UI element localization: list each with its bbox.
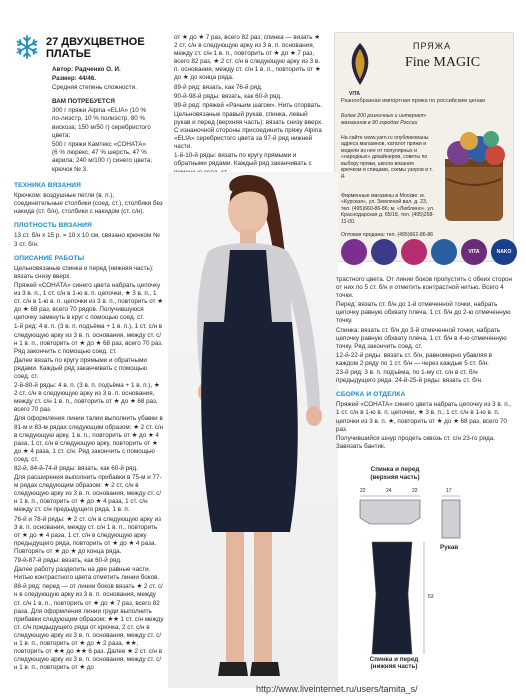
dim-label: 24 bbox=[386, 488, 392, 494]
ad-yarn-balls bbox=[341, 239, 517, 265]
schema-top-label-1: Спинка и перед bbox=[370, 466, 420, 473]
vita-logo-text: VITA bbox=[349, 91, 361, 97]
dim-label: 17 bbox=[446, 488, 452, 494]
model-photo bbox=[168, 172, 338, 688]
ad-brand-small: ПРЯЖА bbox=[413, 41, 452, 51]
density-heading: ПЛОТНОСТЬ ВЯЗАНИЯ bbox=[14, 222, 92, 230]
difficulty: Средняя степень сложности. bbox=[52, 84, 137, 92]
yarn-ball-nako bbox=[491, 239, 517, 265]
right-paragraph: трастного цвета. От линии боков пропустить с обеих сторон от них по 5 ст. б/н и отметить контрастной нитью. Всего 4 точки. bbox=[336, 276, 512, 300]
yarn-advertisement bbox=[334, 32, 514, 262]
author: Автор: Радченко О. И. bbox=[52, 66, 121, 73]
ad-text-3: Фирменные магазины в Москве: м. «Курская», ул. Земляной вал, д. 23, тел. (495)660-86-86; м. «Люблино», ул. Краснодарская д. 65/18, тел. (495)258-11-00. bbox=[341, 193, 435, 225]
desc-paragraph: 2-й-80-й ряды: 4 в. п. (3 в. п. подъёма + 1 в. п.), ★ 2 ст. с/н в следующую арку из 3 в. п. основания, между ст. с/н 1 в. п., повторить от ★ до ★ 68 раз, всего 70 раз. bbox=[14, 382, 160, 414]
dim-label: 53 bbox=[428, 594, 434, 600]
dim-label: 22 bbox=[412, 488, 418, 494]
size: Размер: 44/46. bbox=[52, 75, 97, 83]
dim-label: 22 bbox=[360, 488, 366, 494]
right-paragraph: 23-й ряд: 3 в. п. подъёма, по 1-му ст. с/н в ст. б/н предыдущего ряда. 24-й-25-й ряды: вязать ст. б/н. bbox=[336, 369, 483, 385]
schema-bottom-label bbox=[358, 656, 430, 670]
materials-line-1: 300 г пряжи Alpina «ELIA» (10 % по-лиэстр, 10 % полиэстр, 80 % вискоза; 150 м/50 г) серебристого цвета; bbox=[52, 107, 151, 139]
technique-text: Крючком: воздушные петли (в. п.), соединительные столбики (соед. ст.), столбики без накида (ст. б/н), столбики с накидом (ст. с/н). bbox=[14, 192, 163, 216]
right-paragraph: 12-й-22-й ряды: вязать ст. б/н, равномерно убавляя в каждом 2 ряду по 1 ст. б/н — через каждые 5 ст. б/н. bbox=[336, 351, 493, 367]
article-title bbox=[46, 36, 156, 60]
materials-line-2: 500 г пряжи Камтекс «СОНАТА» (6 % люрекс, 47 % шерсть, 47 % акрила; 240 м/100 г) синего цвета; bbox=[52, 140, 152, 164]
desc-paragraph: Цельновязаные спинка и перед (нижняя часть): вязать снизу вверх. bbox=[14, 264, 154, 280]
ad-text-4: Оптовая продажа: тел. (495)662-86-86 bbox=[341, 232, 434, 238]
mid-paragraph: 89-й ряд: вязать, как 76-й ряд. bbox=[174, 83, 263, 91]
density-text: 13 ст. б/н х 15 р. = 10 х 10 см, связано крючком № 3 ст. б/н. bbox=[14, 232, 160, 248]
assembly-text-2: Получившийся шнур продеть сквозь ст. с/н 23-го ряда. Завязать бантик. bbox=[336, 434, 496, 450]
snowflake-icon bbox=[14, 34, 40, 60]
schema-diagram bbox=[350, 484, 520, 674]
sleeve-label: Рукав bbox=[440, 544, 459, 551]
yarn-basket-image bbox=[439, 119, 509, 229]
desc-paragraph: 79-й-87-й ряды: вязать, как 60-й ряд. bbox=[14, 557, 122, 565]
vita-logo bbox=[343, 39, 377, 89]
schema-top-label bbox=[360, 466, 430, 482]
desc-paragraph: Пряжей «СОНАТА» синего цвета набрать цепочку из 3 в. п., 1 ст. с/н в 1-ю в. п. цепочки, ★ 3 в. п., 1 ст. с/н в 1-ю в. п. цепочки из 3 в. п., повторить от ★ до ★ 68 раз, всего 70 рядов. Получившуюся цепочку замкнуть в круг с помощью соед. ст. bbox=[14, 281, 163, 322]
description-heading: ОПИСАНИЕ РАБОТЫ bbox=[14, 254, 85, 262]
ad-subtitle: Разнообразная импортная пряжа по российским ценам bbox=[341, 98, 485, 104]
desc-paragraph: Далее работу разделить на две равные части. Нитью контрастного цвета отметить линии боков. bbox=[14, 566, 160, 582]
materials-line-3: крючок № 3. bbox=[52, 166, 88, 174]
assembly-text: Пряжей «СОНАТА» синего цвета набрать цепочку из 3 в. п., 1 ст. с/н в 1-ю в. п. цепочки, ★ 3 в. п., 1 ст. с/н в 1-ю в. п. цепочки из 3 в. п. ★, повторить от ★ до ★ 68 раз, всего 70 раз. bbox=[336, 401, 512, 433]
desc-paragraph: 82-й, 84-й-74-й ряды: вязать, как 60-й ряд. bbox=[14, 465, 138, 472]
yarn-ball-vita-label: VITA bbox=[468, 249, 480, 255]
yarn-ball-nako-label: NAKO bbox=[496, 249, 512, 255]
title-line-1: 27 ДВУХЦВЕТНОЕ bbox=[46, 36, 145, 48]
mid-paragraph: Цельновязаные правый рукав, спинка, левый рукав и перед (верхняя часть): вязать снизу вверх. С изнаночной стороны присоединить пряжу Alpina «ELIA» серебристого цвета за 97-й ряд нижней части. bbox=[174, 110, 323, 151]
yarn-ball-icon bbox=[341, 239, 367, 265]
title-line-2: ПЛАТЬЕ bbox=[46, 48, 91, 60]
technique-heading: ТЕХНИКА ВЯЗАНИЯ bbox=[14, 182, 81, 189]
mid-paragraph: 90-й-98-й ряды: вязать, как 60-й ряд. bbox=[174, 92, 282, 100]
desc-paragraph: Для оформления линии талии выполнить убавки в 81-м и 83-м рядах следующим образом: ★ 2 ст. с/н в следующую арку, 1 в. п., повторить от ★ до ★ 4 раза, 1 ст. с/н в следующую арку, повторить от ★ до ★ 4 раза, 1 ст. с/н. Ряд закончить с помощью соед. ст. bbox=[14, 415, 164, 463]
schema-bottom-label-1: Спинка и перед bbox=[369, 656, 419, 663]
footer-url[interactable]: http://www.liveinternet.ru/users/tamita_s/ bbox=[256, 684, 418, 694]
desc-paragraph: Для расширения выполнить прибавки в 75-м и 77-м рядах следующим образом: ★ 2 ст. с/н в следующую арку из 3 в. п. основания, между ст. с/н 1 в. п., повторить от ★ до ★ 4 раза, 1 ст. с/н между ст. с/н предыдущего ряда, 1 в. п. bbox=[14, 474, 162, 514]
mid-paragraph: 99-й ряд: пряжей «Рачьим шагом». Нить оторвать. bbox=[174, 101, 322, 109]
right-paragraph: Перед: вязать ст. б/н до 1-й отмеченной точки, набрать цепочку равную обхвату плеча, 1 ст. б/н до 2-ю отмеченную точку. bbox=[336, 301, 511, 325]
mid-paragraph: 1-й-10-й ряды: вязать по кругу прямыми и обратными рядами. Каждый ряд заканчивать с bbox=[174, 152, 312, 168]
yarn-ball-icon bbox=[431, 239, 457, 265]
yarn-ball-icon bbox=[401, 239, 427, 265]
schema-top-label-2: (верхняя часть) bbox=[370, 474, 420, 482]
materials-heading: ВАМ ПОТРЕБУЕТСЯ bbox=[52, 98, 115, 106]
right-paragraph: Спинка: вязать ст. б/н до 3-й отмеченной точки, набрать цепочку равную обхвату плеча, 1 ст. б/н в 4-ю отмеченную точку. Ряд закончить соед. ст. bbox=[336, 326, 507, 350]
desc-paragraph: 1-й ряд: 4 в. п. (3 в. п. подъёма + 1 в. п.), 1 ст. с/н в следующую арку из 3 в. п. основания, между ст. с/н 1 в. п., повторить от ★ до ★ 68 раз, всего 70 раз. Ряд закончить с помощью соед. ст. bbox=[14, 323, 163, 355]
ad-brand: Fine MAGIC bbox=[405, 55, 481, 70]
schema-bottom-label-2: (нижняя часть) bbox=[370, 663, 418, 670]
desc-paragraph: 76-й и 78-й ряды: ★ 2 ст. с/н в следующую арку из 3 в. п. основания, между ст. с/н 1 в. п., повторить от ★ до ★ 4 раза, 1 ст. с/н в следующую арку предыдущего ряда, повторить от ★ до ★ 4 раза. Повторять от ★ до ★ до конца ряда. bbox=[14, 515, 161, 555]
desc-paragraph: Далее вязать по кругу прямыми и обратными рядами. Каждый ряд заканчивать с помощью соед. ст. bbox=[14, 356, 147, 380]
yarn-ball-vita bbox=[461, 239, 487, 265]
yarn-ball-icon bbox=[371, 239, 397, 265]
left-column bbox=[14, 176, 164, 673]
ad-text-2: На сайте www.yarn.ru опубликованы адреса магазинов, каталог пряжи и модели из нее от популярных и «народных» дизайнеров, советы по выбору пряжи, школа вязания крючком и спицами, схемы узоров и т. д. bbox=[341, 135, 433, 180]
mid-paragraph: от ★ до ★ 7 раз, всего 82 раз; спинка — вязать ★ 2 ст. с/н в следующую арку из 3 в. п. основания, между ст. с/н 1 в. п., повторить от ★ до ★ 7 раз, всего 82 раз, ★ 2 ст. с/н в следующую арку из 3 в. п. основания, между ст. с/н 1 в. п., повторить от ★ до ★ до конца ряда. bbox=[174, 34, 321, 82]
desc-paragraph: 88-й ряд: перед — от линии боков вязать ★ 2 ст. с/н в следующую арку из 3 в. п. основания, между ст. с/н 1 в. п., повторить от ★ до ★ 7 раз, всего 82 раза. Для оформления линии груди выполнить прибавки следующим образом: ★★ 1 ст. с/н между ст. с/н предыдущего ряда от крючка, 2 ст. с/н в следующую арку из 3 в. п. основания, между ст. с/н 1 в. п., повторить от ★ до ★ 2 раза, ★★, повторить от ★★ до ★★ 6 раз. Далее ★ 2 ст. с/н в следующую арку из 3 в. п. основания, между ст. с/н 1 в. п., повторить от ★ до bbox=[14, 583, 164, 672]
ad-text-1: Более 200 розничных и интернет-магазинов в 90 городах России bbox=[341, 113, 427, 126]
assembly-heading: СБОРКА И ОТДЕЛКА bbox=[336, 391, 406, 399]
article-meta bbox=[52, 66, 152, 175]
right-column bbox=[336, 276, 512, 452]
